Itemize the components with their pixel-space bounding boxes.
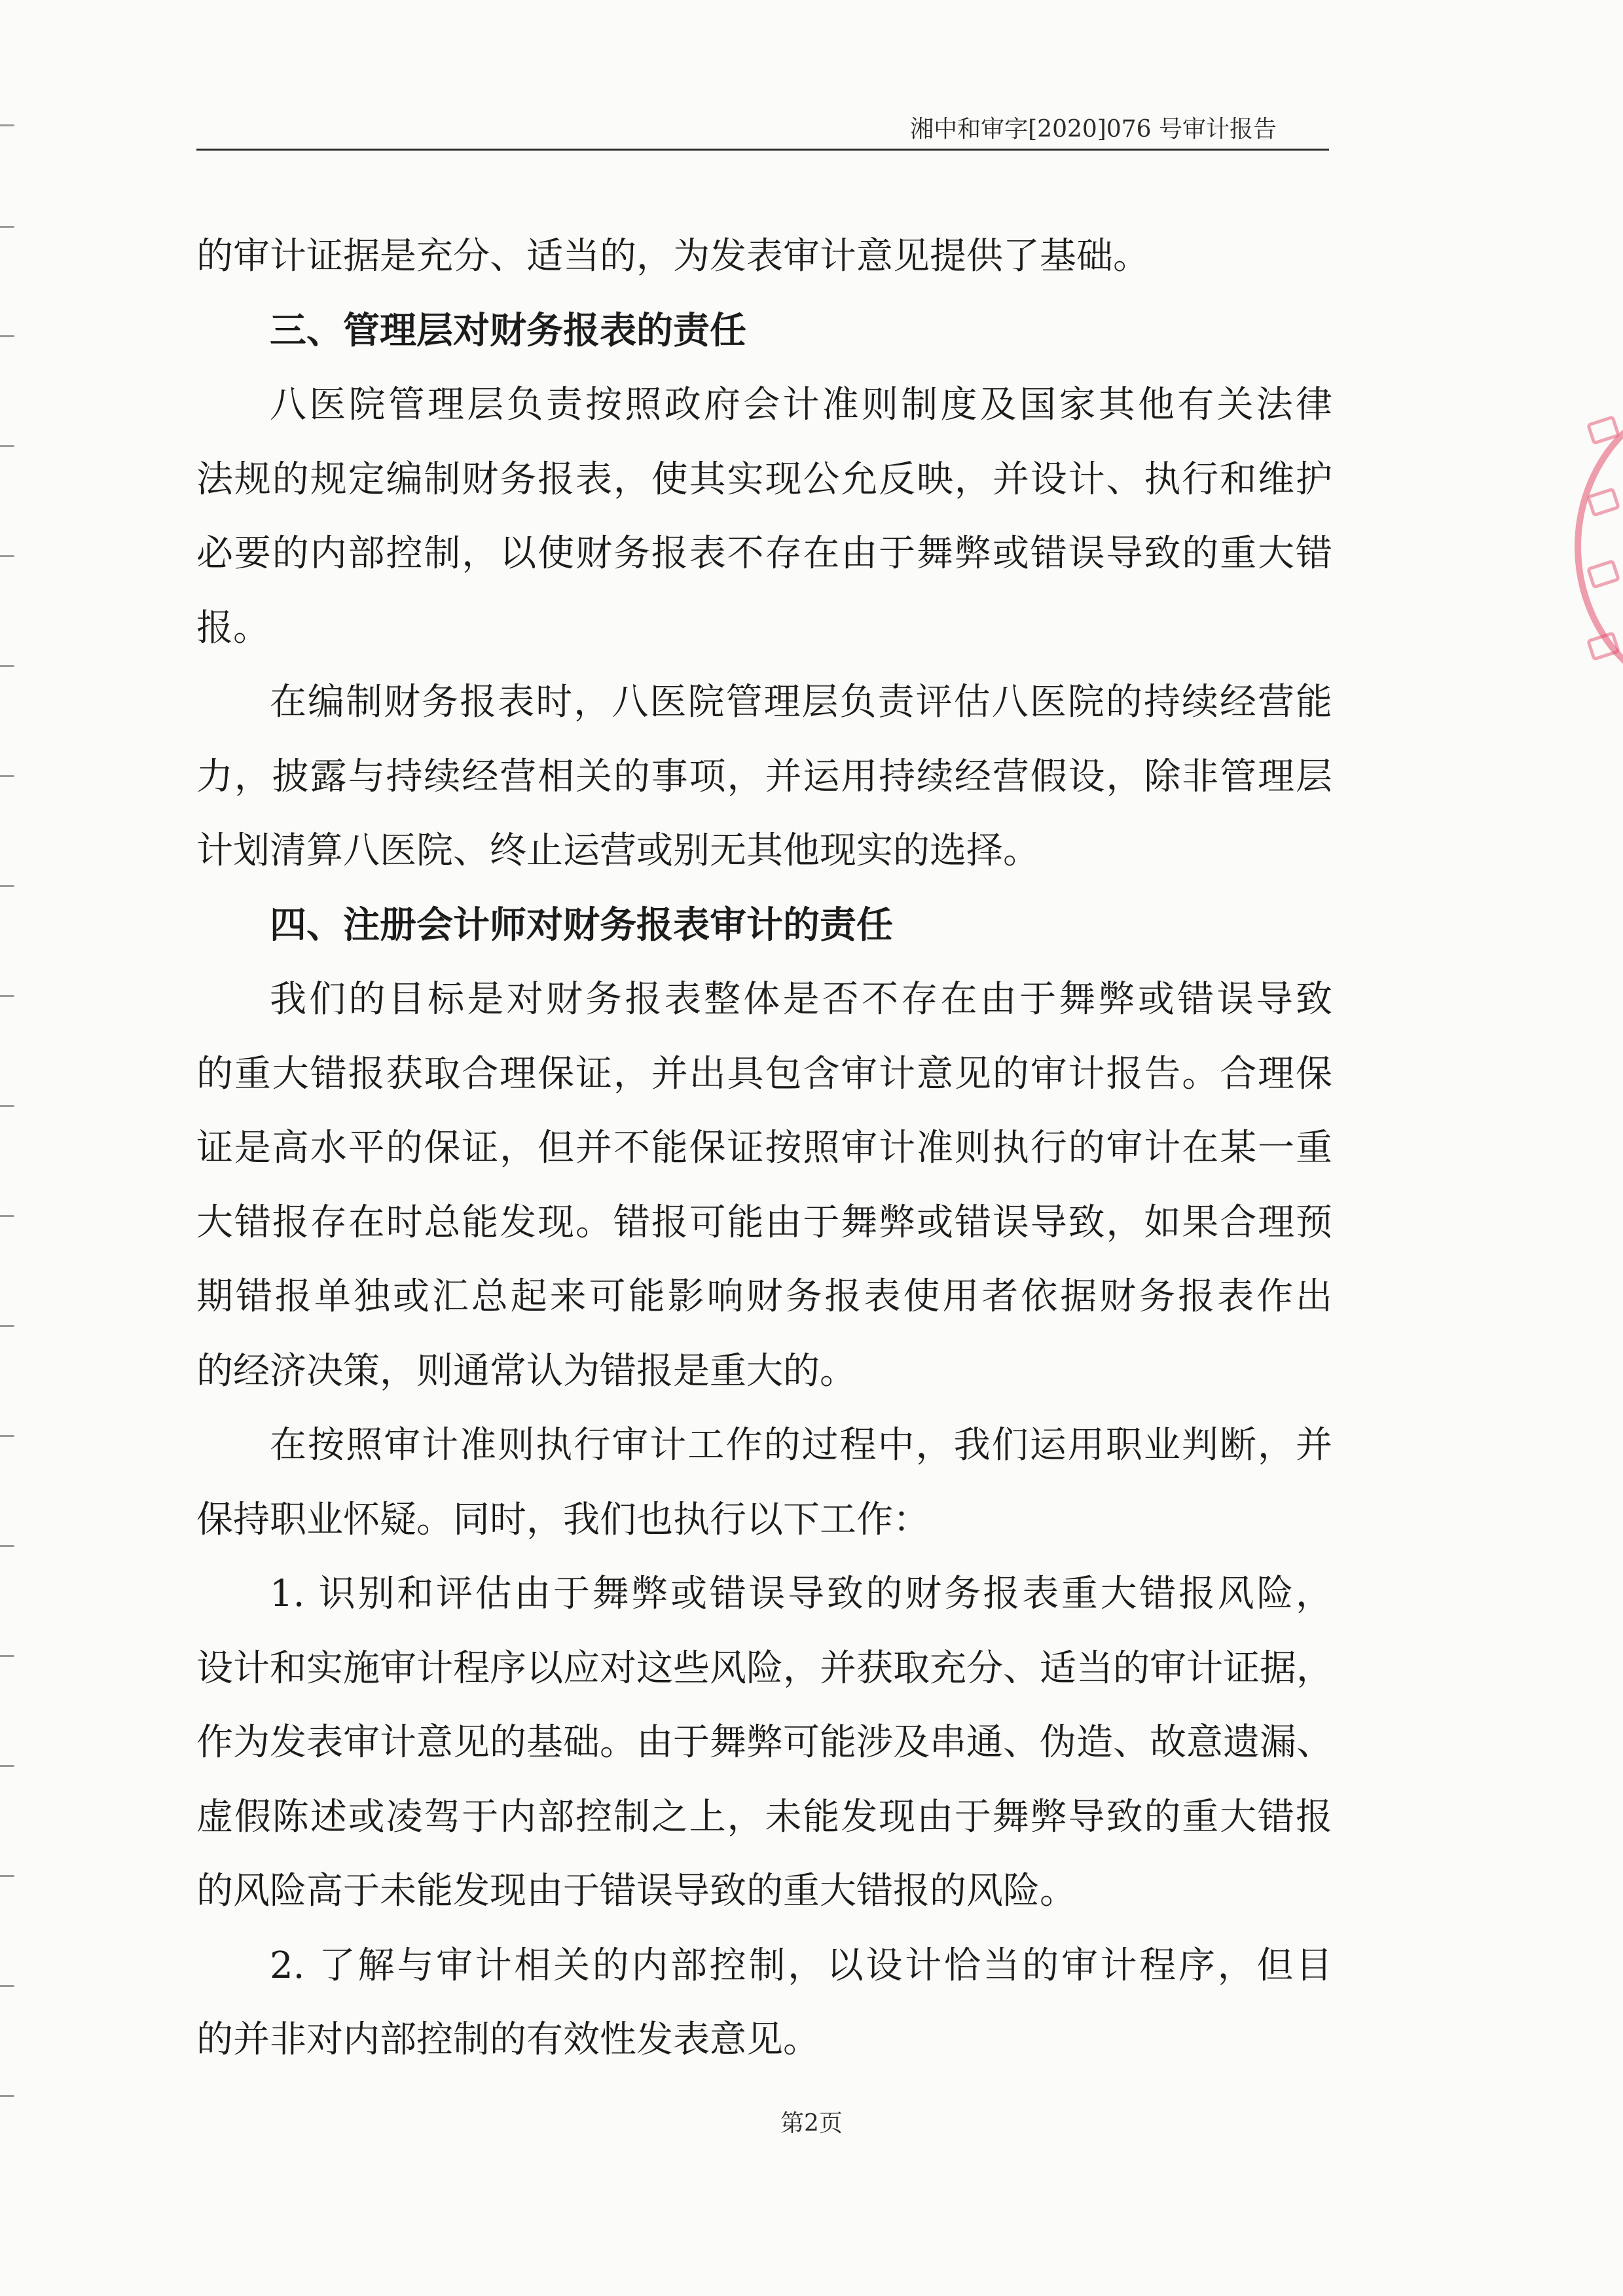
binding-mark xyxy=(0,1545,14,1547)
binding-mark xyxy=(0,2095,14,2097)
paragraph-line: 证是高水平的保证，但并不能保证按照审计准则执行的审计在某一重 xyxy=(196,1127,1332,1169)
paragraph-line: 法规的规定编制财务报表，使其实现公允反映，并设计、执行和维护 xyxy=(196,458,1332,501)
paragraph-line: 保持职业怀疑。同时，我们也执行以下工作： xyxy=(196,1498,930,1541)
paragraph-line: 设计和实施审计程序以应对这些风险，并获取充分、适当的审计证据， xyxy=(196,1647,1333,1690)
paragraph-line: 的重大错报获取合理保证，并出具包含审计意见的审计报告。合理保 xyxy=(196,1052,1332,1095)
binding-mark xyxy=(0,335,14,337)
binding-mark xyxy=(0,1325,14,1327)
section-heading: 四、注册会计师对财务报表审计的责任 xyxy=(270,903,893,947)
binding-mark xyxy=(0,555,14,557)
binding-mark xyxy=(0,1875,14,1877)
paragraph-line: 八医院管理层负责按照政府会计准则制度及国家其他有关法律 xyxy=(270,384,1332,426)
binding-mark xyxy=(0,665,14,667)
paragraph-line: 虚假陈述或凌驾于内部控制之上，未能发现由于舞弊导致的重大错报 xyxy=(196,1795,1332,1838)
report-number: 湘中和审字[2020]076 号审计报告 xyxy=(910,116,1277,143)
paragraph-line: 的并非对内部控制的有效性发表意见。 xyxy=(196,2018,820,2061)
paragraph-line: 必要的内部控制，以使财务报表不存在由于舞弊或错误导致的重大错 xyxy=(196,532,1332,575)
binding-mark xyxy=(0,445,14,447)
paragraph-line: 的风险高于未能发现由于错误导致的重大错报的风险。 xyxy=(196,1870,1076,1912)
binding-mark xyxy=(0,124,14,126)
list-item-line: 1. 识别和评估由于舞弊或错误导致的财务报表重大错报风险， xyxy=(270,1573,1332,1615)
binding-mark xyxy=(0,1765,14,1767)
binding-mark xyxy=(0,995,14,997)
binding-mark xyxy=(0,1105,14,1107)
paragraph-line: 大错报存在时总能发现。错报可能由于舞弊或错误导致，如果合理预 xyxy=(196,1201,1332,1244)
paragraph-line: 在按照审计准则执行审计工作的过程中，我们运用职业判断，并 xyxy=(270,1424,1332,1467)
report-body xyxy=(196,219,1332,2077)
page-number: 第2页 xyxy=(780,2110,843,2137)
page-header xyxy=(196,111,1329,151)
header-rule xyxy=(196,149,1329,151)
paragraph-line: 的经济决策，则通常认为错报是重大的。 xyxy=(196,1349,856,1393)
paragraph-line: 的审计证据是充分、适当的，为发表审计意见提供了基础。 xyxy=(196,235,1150,278)
seal-stamp xyxy=(1555,393,1623,701)
binding-mark xyxy=(0,226,14,228)
paragraph-line: 力，披露与持续经营相关的事项，并运用持续经营假设，除非管理层 xyxy=(196,755,1332,798)
paragraph-line: 作为发表审计意见的基础。由于舞弊可能涉及串通、伪造、故意遗漏、 xyxy=(196,1721,1333,1764)
paragraph-line: 我们的目标是对财务报表整体是否不存在由于舞弊或错误导致 xyxy=(270,978,1332,1021)
binding-mark xyxy=(0,1215,14,1217)
paragraph-line: 计划清算八医院、终止运营或别无其他现实的选择。 xyxy=(196,829,1040,872)
binding-mark xyxy=(0,1655,14,1657)
binding-mark xyxy=(0,1985,14,1987)
paragraph-line: 报。 xyxy=(196,606,270,649)
section-heading: 三、管理层对财务报表的责任 xyxy=(270,309,746,352)
binding-mark xyxy=(0,1435,14,1437)
binding-mark xyxy=(0,775,14,777)
paragraph-line: 在编制财务报表时，八医院管理层负责评估八医院的持续经营能 xyxy=(270,681,1332,723)
list-item-line: 2. 了解与审计相关的内部控制，以设计恰当的审计程序，但目 xyxy=(270,1944,1332,1987)
binding-mark xyxy=(0,885,14,887)
paragraph-line: 期错报单独或汇总起来可能影响财务报表使用者依据财务报表作出 xyxy=(196,1275,1332,1318)
